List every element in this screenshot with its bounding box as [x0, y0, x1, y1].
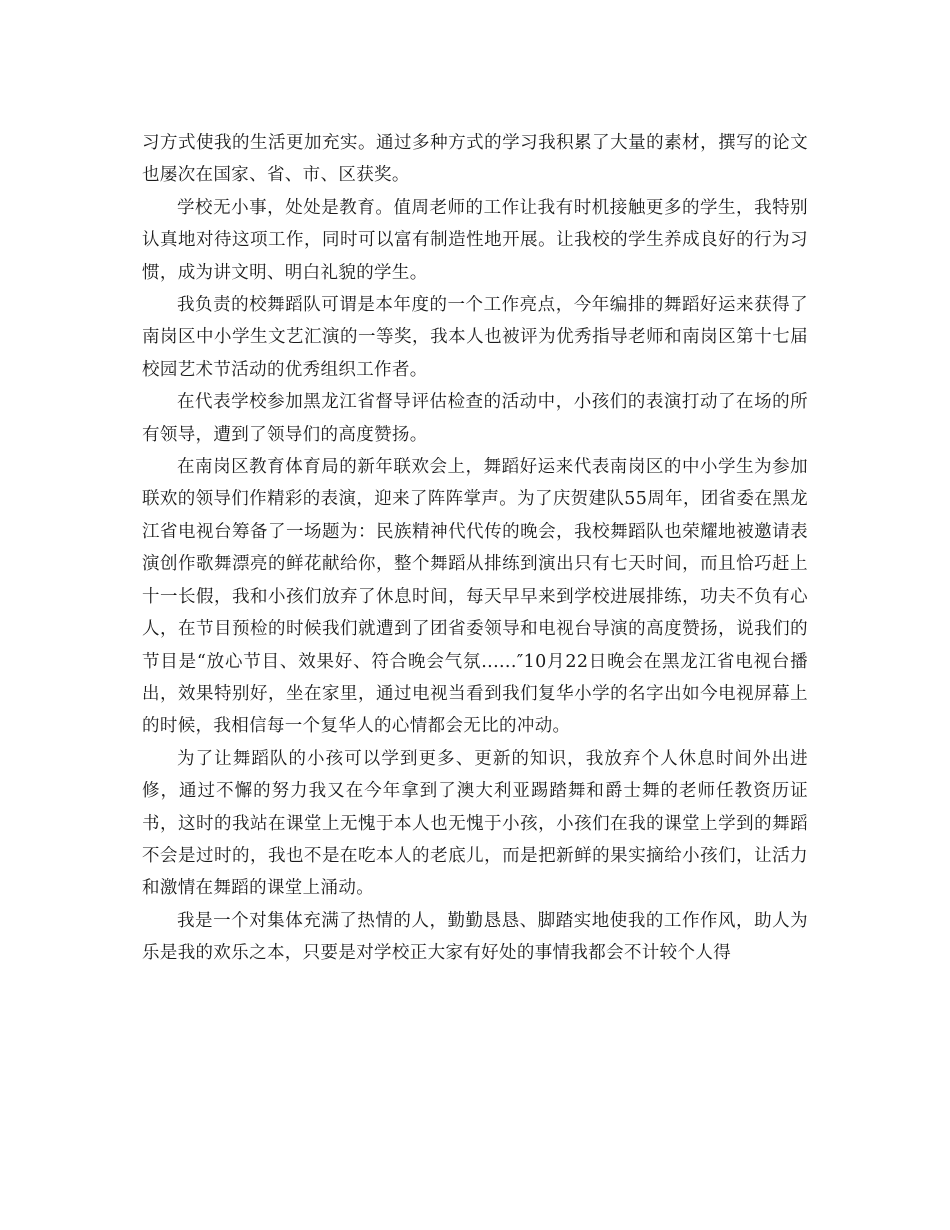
paragraph-3: 我负责的校舞蹈队可谓是本年度的一个工作亮点，今年编排的舞蹈好运来获得了南岗区中小学生文艺汇演的一等奖，我本人也被评为优秀指导老师和南岗区第十七届校园艺术节活动的优秀组织工作者。	[142, 295, 808, 380]
paragraph-2: 学校无小事，处处是教育。值周老师的工作让我有时机接触更多的学生，我特别认真地对待这项工作，同时可以富有制造性地开展。让我校的学生养成良好的行为习惯，成为讲文明、明白礼貌的学生。	[142, 197, 808, 283]
paragraph-6: 为了让舞蹈队的小孩可以学到更多、更新的知识，我放弃个人休息时间外出进修，通过不懈的努力我又在今年拿到了澳大利亚踢踏舞和爵士舞的老师任教资历证书，这时的我站在课堂上无愧于本人也无愧于小孩，小孩们在我的课堂上学到的舞蹈不会是过时的，我也不是在吃本人的老底儿，而是把新鲜的果实摘给小孩们，让活力和激情在舞蹈的课堂上涌动。	[142, 748, 808, 899]
paragraph-4: 在代表学校参加黑龙江省督导评估检查的活动中，小孩们的表演打动了在场的所有领导，遭到了领导们的高度赞扬。	[142, 392, 808, 445]
paragraph-5: 在南岗区教育体育局的新年联欢会上，舞蹈好运来代表南岗区的中小学生为参加联欢的领导们作精彩的表演，迎来了阵阵掌声。为了庆贺建队55周年，团省委在黑龙江省电视台筹备了一场题为：民族精神代代传的晚会，我校舞蹈队也荣耀地被邀请表演创作歌舞漂亮的鲜花献给你，整个舞蹈从排练到演出只有七天时间，而且恰巧赶上十一长假，我和小孩们放弃了休息时间，每天早早来到学校进展排练，功夫不负有心人，在节目预检的时候我们就遭到了团省委领导和电视台导演的高度赞扬，说我们的节目是“放心节目、效果好、符合晚会气氛......″10月22日晚会在黑龙江省电视台播出，效果特别好，坐在家里，通过电视当看到我们复华小学的名字出如今电视屏幕上的时候，我相信每一个复华人的心情都会无比的冲动。	[142, 457, 808, 737]
document-body	[142, 127, 808, 970]
paragraph-1: 习方式使我的生活更加充实。通过多种方式的学习我积累了大量的素材，撰写的论文也屡次在国家、省、市、区获奖。	[142, 133, 808, 186]
paragraph-7: 我是一个对集体充满了热情的人，勤勤恳恳、脚踏实地使我的工作作风，助人为乐是我的欢乐之本，只要是对学校正大家有好处的事情我都会不计较个人得	[142, 910, 808, 964]
